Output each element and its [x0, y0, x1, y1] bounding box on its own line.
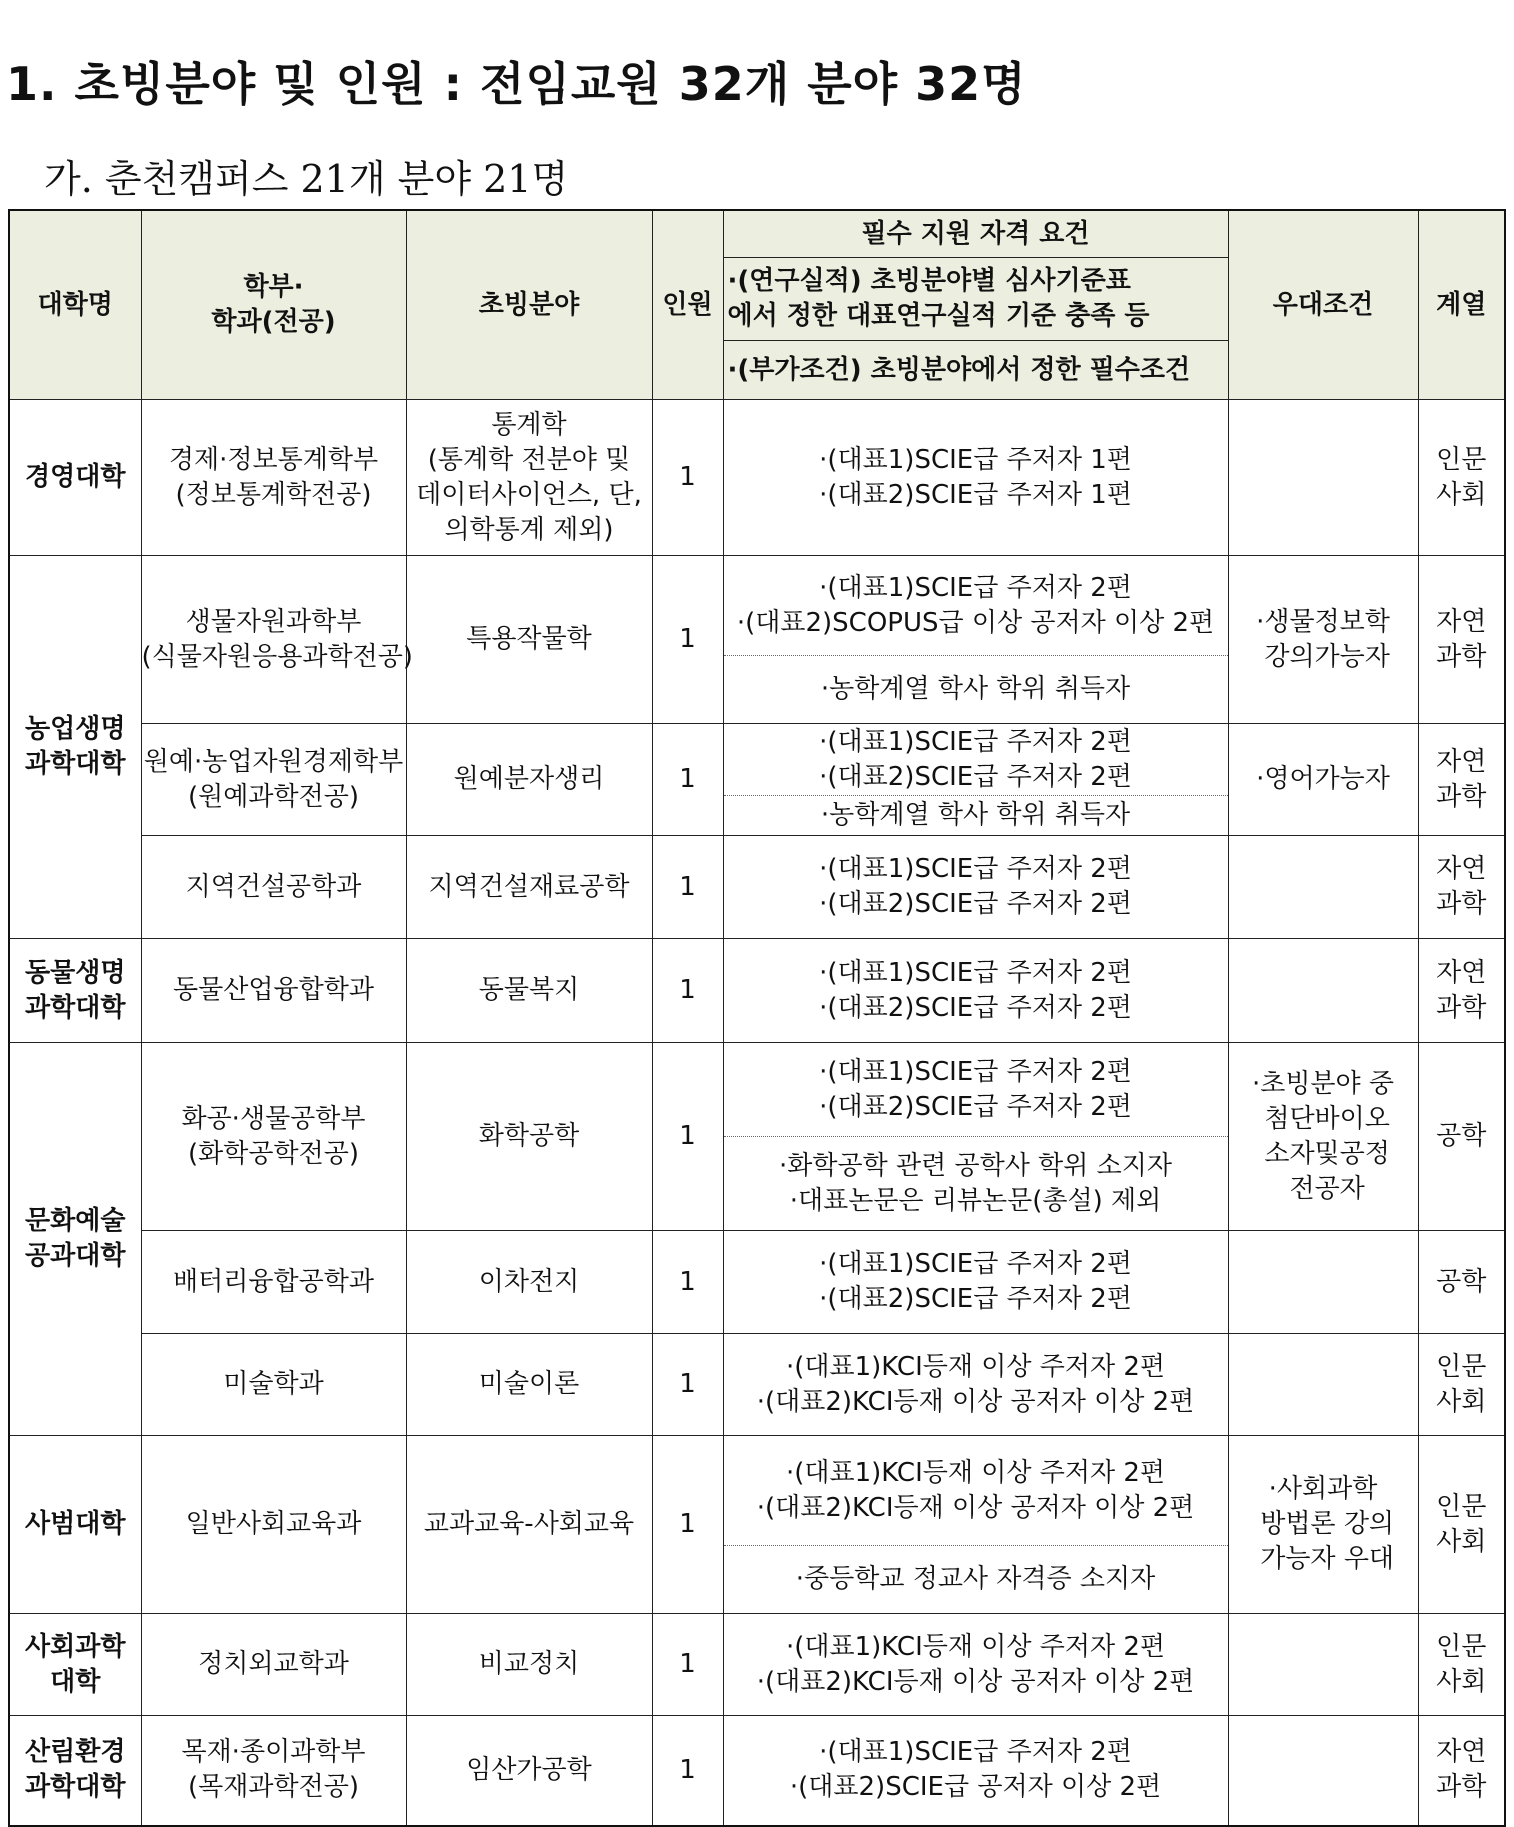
dept-cell-line: 화공·생물공학부 [181, 1103, 366, 1134]
additional-condition-cell-line: ·농학계열 학사 학위 취득자 [820, 800, 1131, 830]
category-cell-line: 과학 [1436, 1772, 1487, 1803]
field-cell-line: (통계학 전분야 및 [427, 444, 631, 475]
field-cell-line: 데이터사이언스, 단, [416, 479, 642, 510]
college-cell-line: 과학대학 [25, 749, 126, 779]
requirement-cell [723, 1334, 1228, 1436]
header-count: 인원 [652, 210, 723, 400]
header-dept [141, 210, 406, 400]
requirement-cell-line: ·(대표2)KCI등재 이상 공저자 이상 2편 [756, 1386, 1195, 1417]
field-cell [406, 939, 652, 1043]
field-cell [406, 556, 652, 724]
dept-cell-line: (정보통계학전공) [175, 479, 372, 510]
header-req-research-line2: 에서 정한 대표연구실적 기준 충족 등 [727, 301, 1150, 331]
header-dept-line2: 학과(전공) [211, 307, 336, 337]
dept-cell-line: 일반사회교육과 [185, 1509, 362, 1539]
recruitment-table [8, 209, 1506, 1827]
requirement-cell-line: ·(대표1)SCIE급 주저자 1편 [819, 444, 1132, 475]
header-field: 초빙분야 [406, 210, 652, 400]
requirement-cell-line: ·(대표2)SCIE급 주저자 2편 [819, 992, 1132, 1023]
college-cell-line: 농업생명 [25, 714, 126, 744]
preference-cell [1228, 1436, 1418, 1614]
additional-condition-cell-line: ·농학계열 학사 학위 취득자 [820, 674, 1131, 704]
preference-cell-line: ·초빙분야 중 [1251, 1068, 1395, 1099]
category-cell-line: 과학 [1436, 992, 1487, 1023]
table-row [9, 1716, 1505, 1826]
table-row [9, 1614, 1505, 1716]
requirement-cell-line: ·(대표1)SCIE급 주저자 2편 [819, 1056, 1132, 1087]
additional-condition-cell-line: ·화학공학 관련 공학사 학위 소지자 [779, 1150, 1172, 1181]
count-cell: 1 [652, 939, 723, 1043]
requirement-cell-line: ·(대표2)SCIE급 주저자 2편 [819, 1284, 1132, 1314]
dept-cell-line: (식물자원응용과학전공) [141, 641, 413, 672]
requirement-cell-line: ·(대표1)KCI등재 이상 주저자 2편 [785, 1631, 1166, 1662]
college-cell-line: 경영대학 [25, 462, 126, 492]
dept-cell-line: 배터리융합공학과 [173, 1266, 374, 1297]
category-cell-line: 과학 [1436, 781, 1487, 812]
table-row [9, 1436, 1505, 1546]
requirement-cell-line: ·(대표1)KCI등재 이상 주저자 2편 [785, 1351, 1166, 1382]
preference-cell-line: ·생물정보학 [1256, 606, 1390, 637]
preference-cell [1228, 1043, 1418, 1231]
dept-cell [141, 1231, 406, 1334]
category-cell [1418, 1614, 1505, 1716]
header-college: 대학명 [9, 210, 141, 400]
college-cell [9, 556, 141, 939]
field-cell-line: 교과교육-사회교육 [423, 1509, 635, 1539]
count-cell: 1 [652, 400, 723, 556]
category-cell-line: 자연 [1436, 746, 1487, 777]
preference-cell-line: 전공자 [1281, 1173, 1365, 1204]
college-cell-line: 과학대학 [25, 1772, 126, 1803]
dept-cell [141, 1436, 406, 1614]
college-cell [9, 400, 141, 556]
category-cell [1418, 836, 1505, 939]
dept-cell-line: (목재과학전공) [188, 1772, 359, 1803]
field-cell [406, 1043, 652, 1231]
requirement-cell [723, 556, 1228, 656]
preference-cell [1228, 939, 1418, 1043]
additional-condition-cell-line: ·중등학교 정교사 자격증 소지자 [795, 1564, 1156, 1594]
category-cell-line: 사회 [1436, 1666, 1487, 1697]
field-cell [406, 836, 652, 939]
dept-cell [141, 1043, 406, 1231]
college-cell [9, 1614, 141, 1716]
category-cell [1418, 724, 1505, 836]
category-cell-line: 인문 [1436, 1631, 1487, 1662]
dept-cell-line: 미술학과 [223, 1369, 324, 1399]
count-cell: 1 [652, 1334, 723, 1436]
college-cell-line: 공과대학 [25, 1241, 126, 1271]
preference-cell-line: ·영어가능자 [1256, 764, 1390, 794]
count-cell: 1 [652, 1231, 723, 1334]
requirement-cell-line: ·(대표1)SCIE급 주저자 2편 [819, 854, 1132, 884]
preference-cell [1228, 400, 1418, 556]
field-cell-line: 화학공학 [478, 1121, 580, 1151]
dept-cell [141, 939, 406, 1043]
category-cell-line: 자연 [1436, 1737, 1487, 1768]
category-cell-line: 사회 [1436, 479, 1487, 510]
requirement-cell [723, 400, 1228, 556]
additional-condition-cell [723, 656, 1228, 724]
preference-cell-line: 가능자 우대 [1251, 1544, 1395, 1574]
header-category: 계열 [1418, 210, 1505, 400]
table-row [9, 1043, 1505, 1137]
preference-cell-line: 강의가능자 [1256, 641, 1390, 672]
category-cell-line: 자연 [1436, 606, 1487, 637]
category-cell [1418, 1436, 1505, 1614]
requirement-cell [723, 1231, 1228, 1334]
category-cell-line: 인문 [1436, 1351, 1487, 1382]
college-cell [9, 1043, 141, 1436]
dept-cell-line: 목재·종이과학부 [181, 1737, 366, 1768]
table-row [9, 724, 1505, 796]
field-cell-line: 비교정치 [478, 1649, 580, 1679]
requirement-cell-line: ·(대표2)SCOPUS급 이상 공저자 이상 2편 [736, 607, 1215, 638]
requirement-cell-line: ·(대표2)SCIE급 주저자 2편 [819, 889, 1132, 919]
category-cell-line: 자연 [1436, 854, 1487, 884]
table-row [9, 556, 1505, 656]
category-cell [1418, 1231, 1505, 1334]
college-cell-line: 사회과학 [25, 1631, 126, 1662]
dept-cell-line: 생물자원과학부 [185, 606, 362, 637]
preference-cell [1228, 1231, 1418, 1334]
preference-cell [1228, 724, 1418, 836]
college-cell [9, 1716, 141, 1826]
preference-cell [1228, 1334, 1418, 1436]
field-cell-line: 지역건설재료공학 [428, 871, 630, 902]
dept-cell [141, 1334, 406, 1436]
requirement-cell-line: ·(대표1)KCI등재 이상 주저자 2편 [785, 1457, 1166, 1488]
college-cell [9, 939, 141, 1043]
field-cell [406, 1716, 652, 1826]
count-cell: 1 [652, 1716, 723, 1826]
category-cell [1418, 556, 1505, 724]
requirement-cell-line: ·(대표1)SCIE급 주저자 2편 [819, 572, 1132, 603]
header-req-title: 필수 지원 자격 요건 [723, 210, 1228, 258]
dept-cell [141, 400, 406, 556]
section-subtitle: 가. 춘천캠퍼스 21개 분야 21명 [44, 157, 569, 201]
header-dept-line1: 학부· [243, 272, 304, 302]
count-cell: 1 [652, 1043, 723, 1231]
dept-cell-line: 지역건설공학과 [185, 871, 362, 902]
preference-cell [1228, 836, 1418, 939]
field-cell [406, 1231, 652, 1334]
requirement-cell [723, 724, 1228, 796]
college-cell-line: 대학 [50, 1666, 101, 1697]
dept-cell [141, 836, 406, 939]
page-title: 1. 초빙분야 및 인원 : 전임교원 32개 분야 32명 [6, 57, 1027, 111]
dept-cell [141, 1716, 406, 1826]
requirement-cell-line: ·(대표2)SCIE급 주저자 2편 [819, 761, 1132, 792]
requirement-cell [723, 1716, 1228, 1826]
table-header [9, 210, 1505, 400]
requirement-cell [723, 1614, 1228, 1716]
table-row [9, 1334, 1505, 1436]
field-cell [406, 400, 652, 556]
field-cell-line: 미술이론 [478, 1369, 580, 1399]
field-cell-line: 임산가공학 [466, 1754, 592, 1785]
requirement-cell-line: ·(대표2)KCI등재 이상 공저자 이상 2편 [756, 1492, 1195, 1523]
category-cell [1418, 1334, 1505, 1436]
table-row [9, 939, 1505, 1043]
category-cell [1418, 1716, 1505, 1826]
field-cell-line: 특용작물학 [466, 624, 592, 654]
requirement-cell-line: ·(대표1)SCIE급 주저자 2편 [819, 1249, 1132, 1279]
requirement-cell [723, 836, 1228, 939]
requirement-cell-line: ·(대표2)SCIE급 주저자 2편 [819, 1091, 1132, 1122]
preference-cell-line: ·사회과학 [1268, 1474, 1378, 1504]
dept-cell [141, 724, 406, 836]
additional-condition-cell [723, 1546, 1228, 1614]
preference-cell [1228, 1716, 1418, 1826]
category-cell-line: 자연 [1436, 957, 1487, 988]
requirement-cell [723, 1436, 1228, 1546]
dept-cell-line: 동물산업융합학과 [173, 975, 374, 1005]
dept-cell [141, 556, 413, 724]
header-req-additional: ·(부가조건) 초빙분야에서 정한 필수조건 [723, 341, 1228, 400]
dept-cell-line: 경제·정보통계학부 [168, 444, 379, 475]
requirement-cell-line: ·(대표1)SCIE급 주저자 2편 [819, 957, 1132, 988]
additional-condition-cell [723, 1137, 1228, 1231]
field-cell-line: 원예분자생리 [453, 764, 605, 794]
dept-cell-line: (화학공학전공) [188, 1138, 359, 1169]
requirement-cell-line: ·(대표1)SCIE급 주저자 2편 [819, 1737, 1132, 1768]
field-cell [406, 1334, 652, 1436]
count-cell: 1 [652, 556, 723, 724]
category-cell-line: 인문 [1436, 444, 1487, 475]
header-preference: 우대조건 [1228, 210, 1418, 400]
dept-cell-line: 정치외교학과 [198, 1649, 349, 1679]
dept-cell-line: 원예·농업자원경제학부 [143, 746, 404, 777]
category-cell [1418, 1043, 1505, 1231]
field-cell-line: 통계학 [491, 409, 567, 440]
field-cell [406, 1614, 652, 1716]
additional-condition-cell [723, 796, 1228, 836]
preference-cell-line: 소자및공정 [1256, 1138, 1390, 1169]
requirement-cell [723, 939, 1228, 1043]
college-cell [9, 1436, 141, 1614]
requirement-cell-line: ·(대표2)SCIE급 공저자 이상 2편 [789, 1772, 1162, 1803]
requirement-cell [723, 1043, 1228, 1137]
header-req-research [723, 258, 1228, 341]
table-row [9, 1231, 1505, 1334]
category-cell-line: 공학 [1436, 1266, 1487, 1297]
preference-cell-line: 첨단바이오 [1256, 1103, 1390, 1134]
category-cell-line: 사회 [1436, 1526, 1487, 1557]
category-cell-line: 과학 [1436, 641, 1487, 672]
college-cell-line: 동물생명 [25, 957, 126, 988]
count-cell: 1 [652, 724, 723, 836]
category-cell-line: 공학 [1436, 1121, 1487, 1151]
preference-cell [1228, 1614, 1418, 1716]
count-cell: 1 [652, 1436, 723, 1614]
preference-cell-line: 방법론 강의 [1251, 1509, 1395, 1539]
table-row [9, 836, 1505, 939]
header-req-research-line1: ·(연구실적) 초빙분야별 심사기준표 [727, 266, 1131, 296]
field-cell [406, 724, 652, 836]
preference-cell [1228, 556, 1418, 724]
field-cell-line: 동물복지 [478, 975, 580, 1005]
college-cell-line: 사범대학 [25, 1509, 126, 1539]
category-cell-line: 과학 [1436, 889, 1487, 919]
category-cell [1418, 939, 1505, 1043]
additional-condition-cell-line: ·대표논문은 리뷰논문(총설) 제외 [789, 1185, 1162, 1216]
college-cell-line: 산림환경 [25, 1737, 126, 1768]
field-cell-line: 이차전지 [478, 1266, 580, 1297]
table-row [9, 400, 1505, 556]
requirement-cell-line: ·(대표2)SCIE급 주저자 1편 [819, 479, 1132, 510]
table-body [9, 400, 1505, 1826]
count-cell: 1 [652, 1614, 723, 1716]
college-cell-line: 과학대학 [25, 992, 126, 1023]
dept-cell [141, 1614, 406, 1716]
dept-cell-line: (원예과학전공) [188, 781, 359, 812]
count-cell: 1 [652, 836, 723, 939]
field-cell-line: 의학통계 제외) [444, 514, 614, 545]
requirement-cell-line: ·(대표1)SCIE급 주저자 2편 [819, 726, 1132, 757]
category-cell-line: 사회 [1436, 1386, 1487, 1417]
category-cell-line: 인문 [1436, 1491, 1487, 1522]
requirement-cell-line: ·(대표2)KCI등재 이상 공저자 이상 2편 [756, 1666, 1195, 1697]
college-cell-line: 문화예술 [25, 1206, 126, 1236]
category-cell [1418, 400, 1505, 556]
field-cell [406, 1436, 652, 1614]
